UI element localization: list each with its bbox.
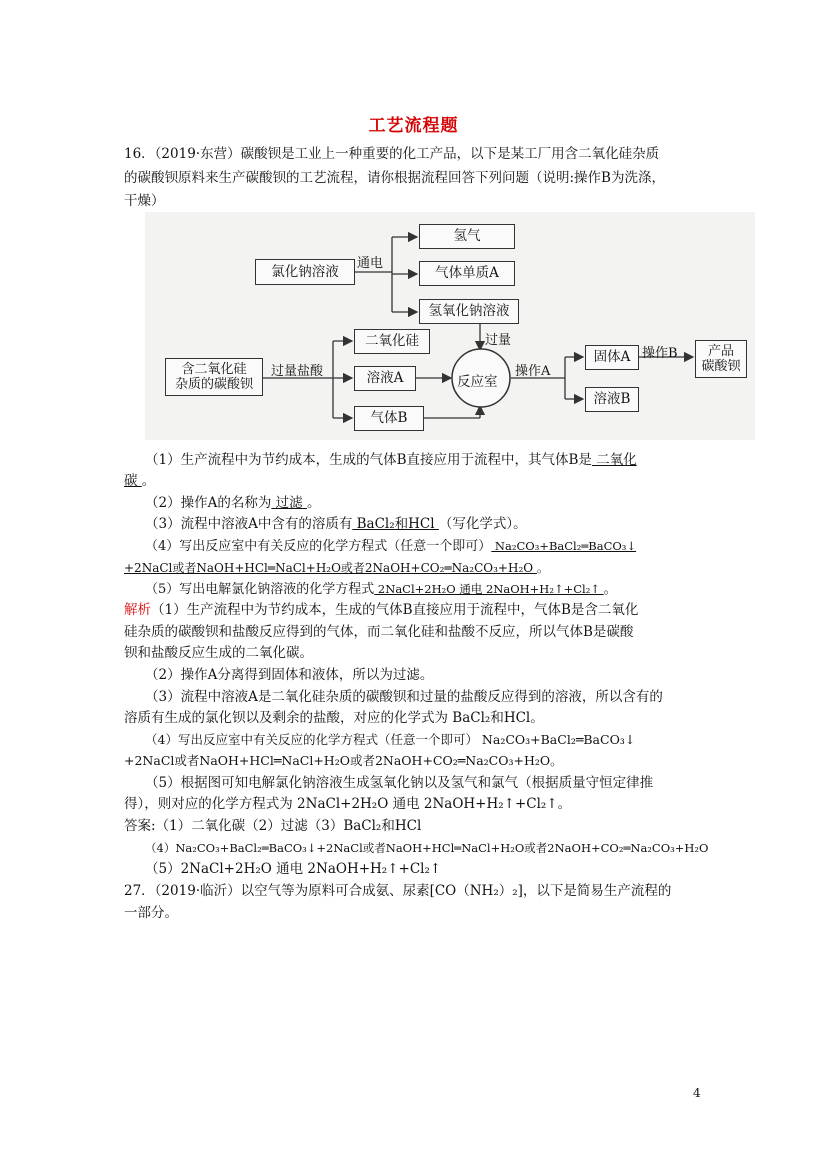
solution-a-box: 溶液A bbox=[354, 366, 416, 391]
question-1-cont: 碳 。 bbox=[124, 473, 156, 489]
answer-blank-3: BaCl₂和HCl bbox=[352, 516, 439, 532]
page-number: 4 bbox=[693, 1086, 701, 1100]
analysis-4-line-1: （4）写出反应室中有关反应的化学方程式（任意一个即可） Na₂CO₃+BaCl₂═BaCO₃↓ bbox=[145, 732, 636, 747]
q27-text-line-1: 27．（2019·临沂）以空气等为原料可合成氨、尿素[CO（NH₂）₂]，以下是简易生产流程的 bbox=[124, 883, 672, 899]
analysis-3-line-2: 溶质有生成的氯化钡以及剩余的盐酸，对应的化学式为 BaCl₂和HCl。 bbox=[124, 710, 544, 726]
nacl-solution-box: 氯化钠溶液 bbox=[255, 259, 355, 285]
process-flow-diagram bbox=[145, 212, 755, 440]
product-line-1: 产品 bbox=[707, 344, 734, 359]
question-4: （4）写出反应室中有关反应的化学方程式（任意一个即可） Na₂CO₃+BaCl₂═BaCO₃↓ bbox=[145, 539, 637, 554]
page-title: 工艺流程题 bbox=[368, 116, 459, 136]
analysis-5-line-2: 得），则对应的化学方程式为 2NaCl+2H₂O 通电 2NaOH+H₂↑+Cl₂↑。 bbox=[124, 796, 572, 812]
answer-line-1: 答案:（1）二氧化碳（2）过滤（3）BaCl₂和HCl bbox=[124, 818, 422, 834]
analysis-3-line-1: （3）流程中溶液A是二氧化硅杂质的碳酸钡和过量的盐酸反应得到的溶液，所以含有的 bbox=[145, 689, 663, 705]
naoh-solution-box: 氢氧化钠溶液 bbox=[419, 299, 519, 324]
solid-a-box: 固体A bbox=[585, 345, 639, 370]
reactor-label: 反应室 bbox=[457, 374, 498, 390]
solution-b-box: 溶液B bbox=[585, 387, 639, 412]
answer-line-3: （5）2NaCl+2H₂O 通电 2NaOH+H₂↑+Cl₂↑ bbox=[145, 861, 442, 877]
gas-b-box: 气体B bbox=[354, 406, 424, 431]
question-5: （5）写出电解氯化钠溶液的化学方程式 2NaCl+2H₂O 通电 2NaOH+H₂↑+Cl₂↑ 。 bbox=[145, 582, 617, 597]
excess-label: 过量 bbox=[485, 333, 512, 348]
answer-blank-1: 二氧化 bbox=[591, 452, 637, 468]
analysis-1-line-1: 解析（1）生产流程中为节约成本，生成的气体B直接应用于流程中，气体B是含二氧化 bbox=[124, 602, 639, 618]
answer-line-2: （4）Na₂CO₃+BaCl₂═BaCO₃↓+2NaCl或者NaOH+HCl═NaCl+H₂O或者2NaOH+CO₂═Na₂CO₃+H₂O bbox=[145, 841, 709, 855]
analysis-1-line-3: 钡和盐酸反应生成的二氧化碳。 bbox=[124, 645, 313, 661]
question-3: （3）流程中溶液A中含有的溶质有 BaCl₂和HCl （写化学式）。 bbox=[145, 516, 527, 532]
silica-box: 二氧化硅 bbox=[354, 329, 430, 354]
analysis-label: 解析 bbox=[124, 602, 151, 618]
q16-text-line-1: 16．（2019·东营）碳酸钡是工业上一种重要的化工产品，以下是某工厂用含二氧化硅杂质 bbox=[124, 146, 660, 162]
product-line-2: 碳酸钡 bbox=[701, 359, 741, 374]
answer-blank-5: 2NaCl+2H₂O 通电 2NaOH+H₂↑+Cl₂↑ bbox=[374, 582, 604, 596]
question-4-cont: +2NaCl或者NaOH+HCl═NaCl+H₂O或者2NaOH+CO₂═Na₂CO₃+H₂O 。 bbox=[124, 561, 549, 575]
op-a-label: 操作A bbox=[515, 364, 551, 379]
excess-hcl-label: 过量盐酸 bbox=[271, 364, 324, 379]
op-b-label: 操作B bbox=[642, 346, 678, 361]
q27-text-line-2: 一部分。 bbox=[124, 905, 178, 921]
electrolysis-label: 通电 bbox=[357, 256, 384, 271]
analysis-4-line-2: +2NaCl或者NaOH+HCl═NaCl+H₂O或者2NaOH+CO₂═Na₂CO₃+H₂O。 bbox=[124, 753, 563, 768]
answer-blank-2: 过滤 bbox=[271, 495, 307, 511]
analysis-2: （2）操作A分离得到固体和液体，所以为过滤。 bbox=[145, 667, 434, 683]
question-1: （1）生产流程中为节约成本，生成的气体B直接应用于流程中，其气体B是 二氧化 bbox=[145, 452, 637, 468]
question-2: （2）操作A的名称为 过滤 。 bbox=[145, 495, 321, 511]
answer-blank-1-cont: 碳 bbox=[124, 473, 142, 489]
q16-text-line-3: 干燥） bbox=[124, 193, 165, 209]
analysis-5-line-1: （5）根据图可知电解氯化钠溶液生成氢氧化钠以及氢气和氯气（根据质量守恒定律推 bbox=[145, 775, 654, 791]
raw-material-line-2: 杂质的碳酸钡 bbox=[174, 377, 253, 392]
q16-text-line-2: 的碳酸钡原料来生产碳酸钡的工艺流程，请你根据流程回答下列问题（说明:操作B为洗涤， bbox=[124, 170, 665, 186]
raw-material-line-1: 含二氧化硅 bbox=[181, 362, 247, 377]
raw-material-box bbox=[165, 358, 263, 396]
gas-element-a-box: 气体单质A bbox=[419, 261, 515, 286]
product-box bbox=[695, 340, 747, 378]
analysis-1-line-2: 硅杂质的碳酸钡和盐酸反应得到的气体，而二氧化硅和盐酸不反应，所以气体B是碳酸 bbox=[124, 624, 634, 640]
hydrogen-box: 氢气 bbox=[419, 224, 515, 249]
answer-blank-4-cont: +2NaCl或者NaOH+HCl═NaCl+H₂O或者2NaOH+CO₂═Na₂CO₃+H₂O bbox=[124, 561, 537, 575]
answer-blank-4: Na₂CO₃+BaCl₂═BaCO₃↓ bbox=[491, 539, 637, 553]
